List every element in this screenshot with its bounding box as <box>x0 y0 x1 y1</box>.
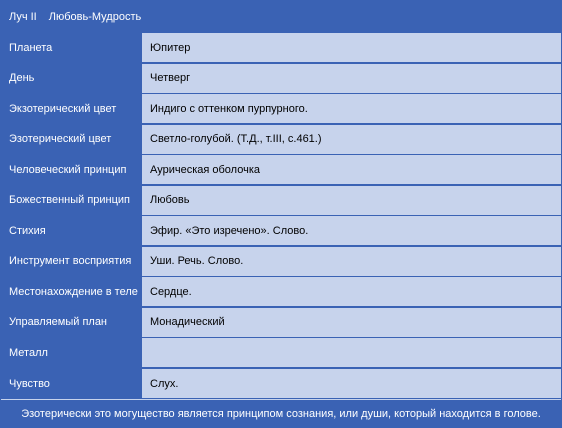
row-value: Слух. <box>142 369 561 398</box>
row-value: Сердце. <box>142 277 561 306</box>
table-footer-note: Эзотерически это могущество является принципом сознания, или души, который находится в голове. <box>1 399 561 427</box>
row-value: Любовь <box>142 186 561 215</box>
table-row <box>1 186 561 215</box>
row-label: Экзотерический цвет <box>1 94 140 123</box>
table-title <box>1 1 561 33</box>
row-label: Стихия <box>1 216 140 245</box>
row-label: Человеческий принцип <box>1 155 140 184</box>
table-body <box>1 33 561 400</box>
table-row <box>1 369 561 398</box>
title-name: Любовь-Мудрость <box>48 11 142 23</box>
table-row <box>1 64 561 93</box>
row-value: Юпитер <box>142 33 561 62</box>
table-row <box>1 338 561 367</box>
row-label: Местонахождение в теле <box>1 277 140 306</box>
table-row <box>1 94 561 123</box>
row-label: Управляемый план <box>1 308 140 337</box>
row-label: День <box>1 64 140 93</box>
row-value: Светло-голубой. (Т.Д., т.III, с.461.) <box>142 125 561 154</box>
row-value: Монадический <box>142 308 561 337</box>
row-value: Четверг <box>142 64 561 93</box>
table-row <box>1 247 561 276</box>
title-ray: Луч II <box>9 11 37 23</box>
table-row <box>1 155 561 184</box>
row-label: Металл <box>1 338 140 367</box>
table-row <box>1 308 561 337</box>
table-row <box>1 277 561 306</box>
table-row <box>1 125 561 154</box>
table-row <box>1 33 561 62</box>
row-label: Эзотерический цвет <box>1 125 140 154</box>
row-value <box>142 338 561 367</box>
table-row <box>1 216 561 245</box>
row-label: Планета <box>1 33 140 62</box>
row-value: Индиго с оттенком пурпурного. <box>142 94 561 123</box>
row-value: Аурическая оболочка <box>142 155 561 184</box>
row-label: Чувство <box>1 369 140 398</box>
row-value: Эфир. «Это изречено». Слово. <box>142 216 561 245</box>
row-value: Уши. Речь. Слово. <box>142 247 561 276</box>
row-label: Инструмент восприятия <box>1 247 140 276</box>
row-label: Божественный принцип <box>1 186 140 215</box>
